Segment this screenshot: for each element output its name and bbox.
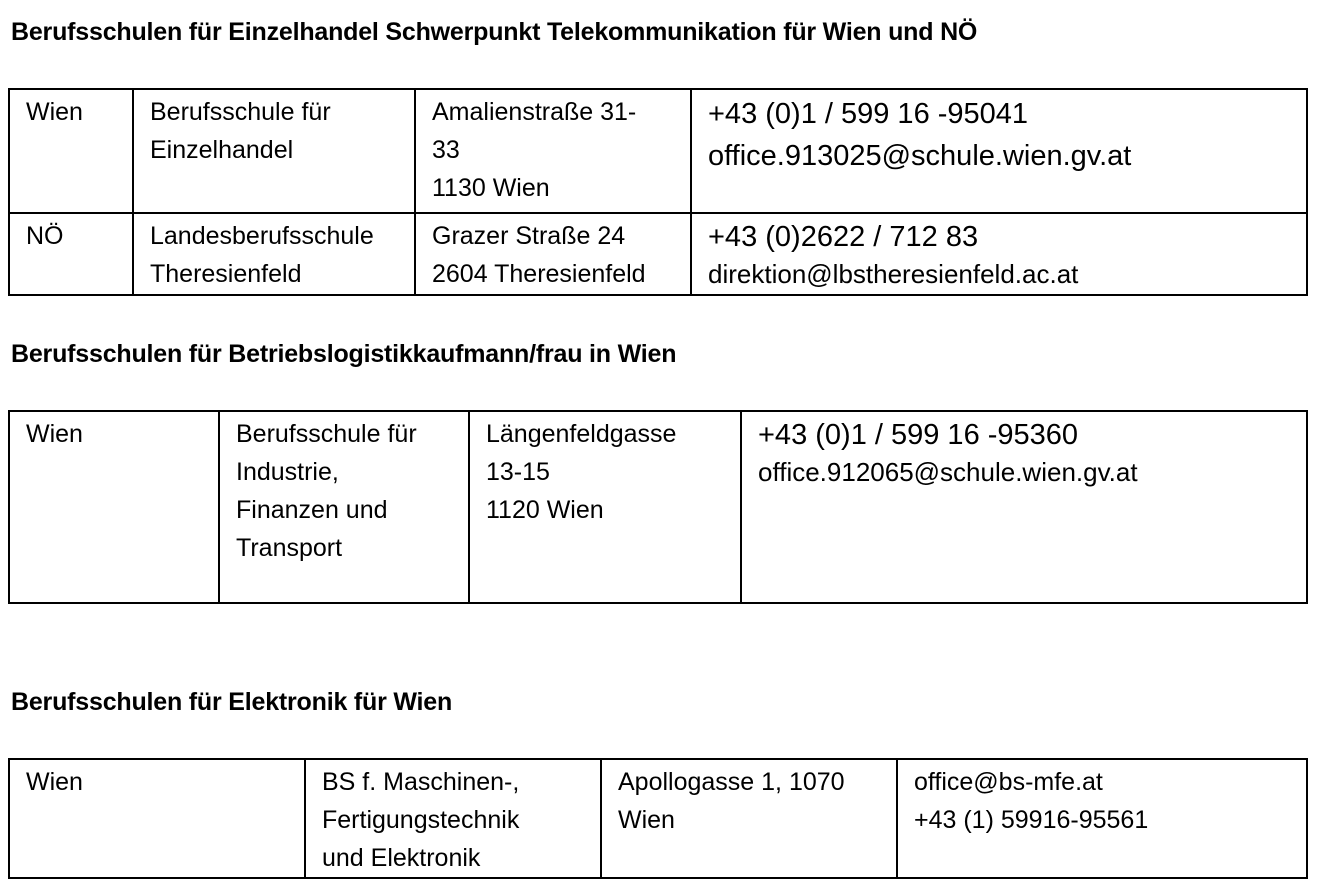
school-cell: Landesberufsschule Theresienfeld	[133, 213, 415, 295]
email-address: office@bs-mfe.at	[914, 768, 1103, 796]
email-address: direktion@lbstheresienfeld.ac.at	[708, 259, 1079, 289]
phone-number: +43 (0)1 / 599 16 -95360	[758, 419, 1079, 451]
contact-cell	[691, 89, 1307, 213]
section-heading-elektronik: Berufsschulen für Elektronik für Wien	[11, 688, 453, 716]
address-cell: Längenfeldgasse 13-15 1120 Wien	[469, 411, 741, 603]
contact-cell	[897, 759, 1307, 878]
contact-cell	[741, 411, 1307, 603]
phone-number: +43 (1) 59916-95561	[914, 806, 1149, 834]
contact-cell	[691, 213, 1307, 295]
table-row	[9, 411, 1307, 603]
section-heading-einzelhandel: Berufsschulen für Einzelhandel Schwerpunkt Telekommunikation für Wien und NÖ	[11, 18, 978, 46]
address-cell: Apollogasse 1, 1070 Wien	[601, 759, 897, 878]
section-heading-betriebslogistik: Berufsschulen für Betriebslogistikkaufmann/frau in Wien	[11, 340, 677, 368]
phone-number: +43 (0)2622 / 712 83	[708, 221, 979, 253]
table-row	[9, 759, 1307, 878]
region-cell: Wien	[9, 759, 305, 878]
school-cell: BS f. Maschinen-, Fertigungstechnik und Elektronik	[305, 759, 601, 878]
table-row	[9, 213, 1307, 295]
region-cell: Wien	[9, 89, 133, 213]
region-cell: NÖ	[9, 213, 133, 295]
table-betriebslogistik	[8, 410, 1308, 604]
table-einzelhandel	[8, 88, 1308, 296]
address-cell: Amalienstraße 31- 33 1130 Wien	[415, 89, 691, 213]
region-cell: Wien	[9, 411, 219, 603]
email-address: office.913025@schule.wien.gv.at	[708, 140, 1132, 172]
table-elektronik	[8, 758, 1308, 879]
school-cell: Berufsschule für Industrie, Finanzen und Transport	[219, 411, 469, 603]
table-row	[9, 89, 1307, 213]
email-address: office.912065@schule.wien.gv.at	[758, 457, 1138, 487]
school-cell: Berufsschule für Einzelhandel	[133, 89, 415, 213]
phone-number: +43 (0)1 / 599 16 -95041	[708, 98, 1029, 130]
address-cell: Grazer Straße 24 2604 Theresienfeld	[415, 213, 691, 295]
